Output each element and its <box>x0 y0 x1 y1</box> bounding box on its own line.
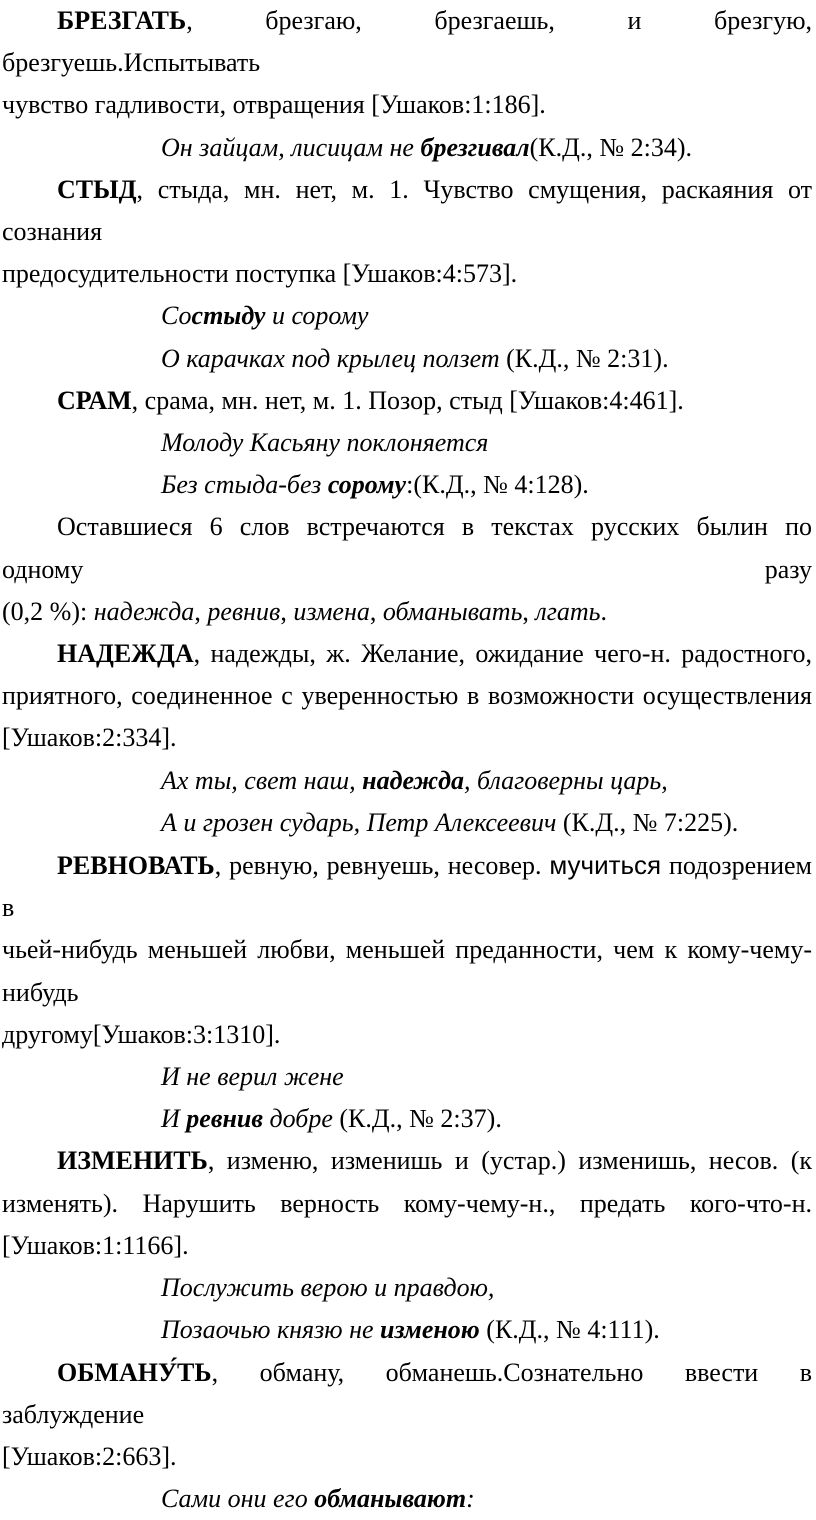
text-run: СТЫД <box>57 174 137 204</box>
text-run: изменою <box>380 1315 480 1345</box>
text-line <box>161 1098 812 1140</box>
text-line <box>161 1056 812 1098</box>
text-run: лгать <box>535 596 601 626</box>
text-run: :(К.Д., № 4:128). <box>406 470 589 500</box>
text-line <box>2 1225 812 1267</box>
entry-obmanut <box>2 1352 812 1479</box>
text-run: И не верил жене <box>161 1062 344 1092</box>
text-run: и сорому <box>265 301 369 331</box>
text-run: НАДЕЖДА <box>57 639 194 669</box>
text-line <box>161 295 812 337</box>
text-run: , обману, обманешь.Сознательно ввести в заблуждение <box>2 1357 812 1429</box>
quote-izmenit <box>2 1267 812 1351</box>
body-remaining-words <box>2 506 812 633</box>
quote-obmanut <box>2 1478 812 1520</box>
text-run: Молоду Касьяну поклоняется <box>161 428 489 458</box>
text-run: сорому <box>327 470 407 500</box>
quote-nadezhda <box>2 760 812 844</box>
text-run: (К.Д., № 2:31). <box>506 343 669 373</box>
text-run: чувство гадливости, отвращения [Ушаков:1:186]. <box>2 90 546 120</box>
text-line <box>161 1309 812 1351</box>
text-run: Оставшиеся 6 слов встречаются в текстах русских былин по одному разу <box>2 512 812 584</box>
text-line <box>2 84 812 126</box>
text-run: : <box>466 1484 475 1514</box>
text-run: добре <box>262 1104 340 1134</box>
text-line <box>161 802 812 844</box>
text-line <box>2 169 812 253</box>
text-line <box>161 464 812 506</box>
quote-brezgat <box>2 127 812 169</box>
text-line <box>2 1352 812 1436</box>
text-run: . <box>600 596 608 626</box>
text-run: Позаочью князю не <box>161 1315 381 1345</box>
text-run: , <box>522 596 536 626</box>
text-run: Без стыда-без <box>161 470 328 500</box>
text-run: , <box>369 596 383 626</box>
entry-revnovat <box>2 844 812 1056</box>
text-run: мучиться <box>549 850 662 881</box>
text-run: Сами они его <box>161 1484 315 1514</box>
entry-izmenit <box>2 1140 812 1267</box>
entry-nadezhda <box>2 633 812 760</box>
text-line <box>161 338 812 380</box>
text-run: Ах ты, свет наш, <box>161 765 363 795</box>
text-run: [Ушаков:1:1166]. <box>2 1230 189 1260</box>
text-line <box>161 1267 812 1309</box>
text-line <box>2 844 812 929</box>
text-run: [Ушаков:2:663]. <box>2 1441 177 1471</box>
quote-revnovat <box>2 1056 812 1140</box>
text-line <box>2 591 812 633</box>
text-line <box>2 0 812 84</box>
quote-styd <box>2 295 812 379</box>
text-run: , изменю, изменишь и (устар.) изменишь, несов. (к <box>207 1146 812 1176</box>
text-run: чьей-нибудь меньшей любви, меньшей преданности, чем к кому-чему-нибудь <box>2 935 812 1007</box>
text-run: (К.Д., № 7:225). <box>562 807 739 837</box>
text-line <box>161 422 812 464</box>
text-line <box>2 380 812 422</box>
text-run: [Ушаков:2:334]. <box>2 723 177 753</box>
text-run: , <box>280 596 294 626</box>
text-run: , срама, мн. нет, м. 1. Позор, стыд [Ушаков:4:461]. <box>131 385 684 415</box>
text-line <box>161 1478 812 1520</box>
text-run: другому[Ушаков:3:1310]. <box>2 1019 281 1049</box>
text-run: подозрением в <box>2 851 813 923</box>
text-run: , стыда, мн. нет, м. 1. Чувство смущения, раскаяния от сознания <box>2 174 812 247</box>
text-run: , ревную, ревнуешь, несовер. <box>214 851 550 881</box>
text-run: Он зайцам, лисицам не <box>161 132 421 162</box>
text-run: обманывать <box>382 596 523 626</box>
text-run: надежда <box>362 765 465 795</box>
text-run: , благоверны царь, <box>464 765 668 795</box>
text-line <box>2 717 812 759</box>
text-run: ОБМАНУ́ТЬ <box>57 1357 212 1387</box>
text-run: БРЕЗГАТЬ <box>57 6 187 35</box>
text-run: , надежды, ж. Желание, ожидание чего-н. радостного, <box>193 639 812 669</box>
text-line <box>2 675 812 717</box>
text-run: (0,2 %): <box>2 596 94 626</box>
entry-sram <box>2 380 812 422</box>
text-run: изменять). Нарушить верность кому-чему-н., предать кого-что-н. <box>2 1188 812 1218</box>
text-line <box>161 760 812 802</box>
text-run: (К.Д., № 2:37). <box>339 1104 502 1134</box>
text-run: , <box>194 596 208 626</box>
text-run: обманывают <box>314 1484 467 1514</box>
text-run: И <box>161 1104 187 1134</box>
text-run: приятного, соединенное с уверенностью в возможности осуществления <box>2 681 812 711</box>
text-run: надежда <box>93 596 195 626</box>
text-line <box>2 506 812 590</box>
text-line <box>161 127 812 169</box>
text-run: измена <box>293 596 370 626</box>
text-run: предосудительности поступка [Ушаков:4:573]. <box>2 259 518 289</box>
text-line <box>2 253 812 295</box>
text-line <box>2 1183 812 1225</box>
entry-styd <box>2 169 812 296</box>
text-line <box>2 633 812 675</box>
text-line <box>2 1014 812 1056</box>
quote-sram <box>2 422 812 506</box>
text-run: ревнив <box>186 1104 263 1134</box>
text-run: РЕВНОВАТЬ <box>57 851 215 881</box>
text-run: Послужить верою и правдою, <box>161 1273 495 1303</box>
text-line <box>2 1140 812 1182</box>
entry-brezgat <box>2 0 812 127</box>
text-line <box>2 1436 812 1478</box>
text-run: брезгивал <box>420 132 530 162</box>
text-run: , брезгаю, брезгаешь, и брезгую, брезгуешь.Испытывать <box>2 6 812 78</box>
text-run: (К.Д., № 2:34). <box>529 132 693 162</box>
text-run: СРАМ <box>57 385 132 415</box>
text-run: А и грозен сударь, Петр Алексеевич <box>161 807 563 837</box>
text-run: стыду <box>191 301 266 331</box>
text-run: Со <box>161 301 192 331</box>
text-run: О карачках под крылец ползет <box>161 343 507 373</box>
text-run: ИЗМЕНИТЬ <box>57 1146 208 1176</box>
text-run: ревнив <box>207 596 281 626</box>
text-run: (К.Д., № 4:111). <box>486 1315 660 1345</box>
text-line <box>2 929 812 1013</box>
